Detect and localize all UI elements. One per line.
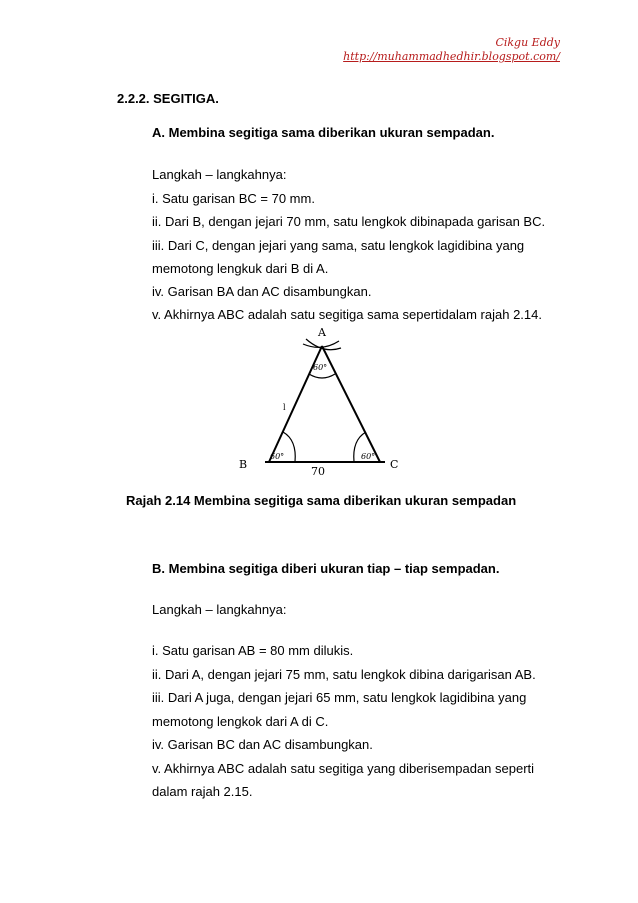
base-length-label: 70 xyxy=(311,465,325,478)
figure-caption: Rajah 2.14 Membina segitiga sama diberikan ukuran sempadan xyxy=(126,493,517,508)
angle-label-a: 60° xyxy=(313,363,328,372)
part-b-step: dalam rajah 2.15. xyxy=(152,784,253,799)
angle-arc-b xyxy=(283,432,295,462)
part-a-step: iv. Garisan BA dan AC disambungkan. xyxy=(152,284,372,299)
part-a-steps-label: Langkah – langkahnya: xyxy=(152,167,287,182)
part-b-steps-label: Langkah – langkahnya: xyxy=(152,602,287,617)
side-tick-mark: l xyxy=(283,403,286,412)
section-title: 2.2.2. SEGITIGA. xyxy=(117,91,219,106)
part-a-heading: A. Membina segitiga sama diberikan ukuran sempadan. xyxy=(152,125,495,140)
part-b-step: iii. Dari A juga, dengan jejari 65 mm, satu lengkok lagidibina yang xyxy=(152,690,527,705)
part-b-step: iv. Garisan BC dan AC disambungkan. xyxy=(152,737,373,752)
part-a-step: ii. Dari B, dengan jejari 70 mm, satu lengkok dibinapada garisan BC. xyxy=(152,214,546,229)
angle-arc-a xyxy=(309,374,335,378)
part-a-step: i. Satu garisan BC = 70 mm. xyxy=(152,191,315,206)
part-a-step: iii. Dari C, dengan jejari yang sama, satu lengkok lagidibina yang xyxy=(152,238,525,253)
part-b-step: i. Satu garisan AB = 80 mm dilukis. xyxy=(152,643,354,658)
vertex-label-a: A xyxy=(318,326,326,339)
part-b-heading: B. Membina segitiga diberi ukuran tiap – tiap sempadan. xyxy=(152,561,500,576)
angle-label-c: 60° xyxy=(361,452,376,461)
equilateral-triangle-figure xyxy=(225,318,415,478)
header-author: Cikgu Eddy xyxy=(495,36,560,49)
part-b-step: memotong lengkok dari A di C. xyxy=(152,714,329,729)
vertex-label-b: B xyxy=(239,458,248,471)
part-b-step: v. Akhirnya ABC adalah satu segitiga yang diberisempadan seperti xyxy=(152,761,535,776)
side-ac xyxy=(322,346,380,462)
part-b-step: ii. Dari A, dengan jejari 75 mm, satu lengkok dibina darigarisan AB. xyxy=(152,667,536,682)
part-a-step: v. Akhirnya ABC adalah satu segitiga sama sepertidalam rajah 2.14. xyxy=(152,307,542,322)
vertex-label-c: C xyxy=(390,458,399,471)
angle-label-b: 60° xyxy=(270,452,285,461)
header-url-link[interactable]: http://muhammadhedhir.blogspot.com/ xyxy=(343,50,560,63)
part-a-step: memotong lengkuk dari B di A. xyxy=(152,261,329,276)
